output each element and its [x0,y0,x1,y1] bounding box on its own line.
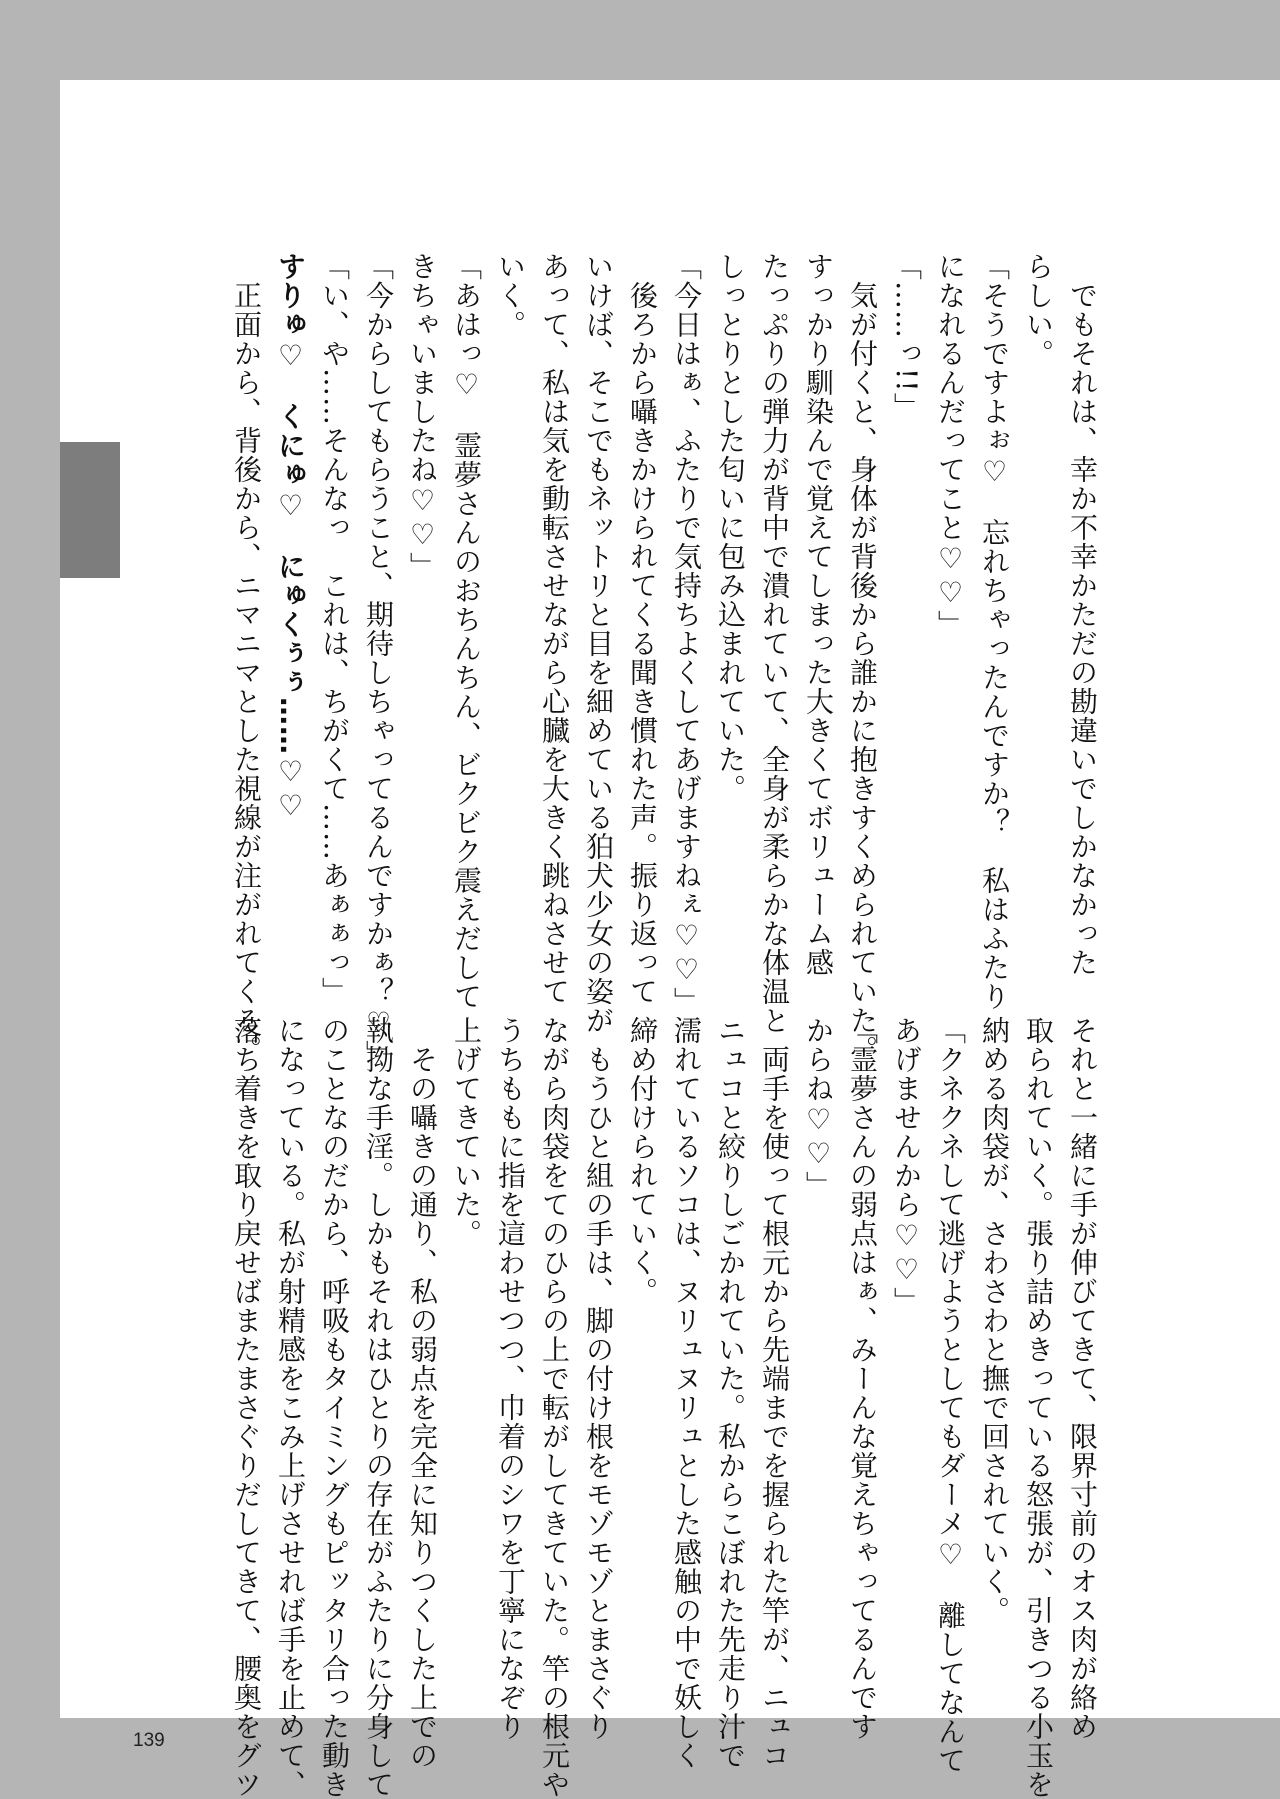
text-line: 取られていく。張り詰めきっている怒張が、引きつる小玉を [1022,1016,1055,1799]
text-line: 締め付けられていく。 [626,1016,659,1306]
chapter-index-tab [60,442,120,578]
text-line: あげませんから♡♡」 [890,1016,923,1316]
text-block-top [144,252,1104,1069]
text-line: のことなのだから、呼吸もタイミングもピッタリ合った動き [318,1016,351,1799]
sound-effect-line: すりゅ♡ くにゅ♡ にゅくぅぅ……♡♡ [274,252,307,823]
text-line: たっぷりの弾力が背中で潰れていて、全身が柔らかな体温と [758,252,791,1035]
text-line: 「そうですよぉ♡ 忘れちゃったんですか？ 私はふたり [978,252,1011,1011]
text-line: もうひと組の手は、脚の付け根をモゾモゾとまさぐり [582,1016,615,1741]
text-line: その囁きの通り、私の弱点を完全に知りつくした上での [406,1016,439,1770]
text-line: 「……っ!!」 [890,252,923,422]
text-line: になっている。私が射精感をこみ上げさせれば手を止めて、 [274,1016,307,1799]
text-line: 後ろから囁きかけられてくる聞き慣れた声。振り返って [626,252,659,1006]
text-line: 気が付くと、身体が背後から誰かに抱きすくめられていた。 [846,252,879,1064]
text-line: ニュコと絞りしごかれていた。私からこぼれた先走り汁で [714,1016,747,1770]
text-line: いく。 [494,252,527,339]
text-line: うちももに指を這わせつつ、巾着のシワを丁寧になぞり [494,1016,527,1741]
text-line: 納める肉袋が、さわさわと撫で回されていく。 [978,1016,1011,1625]
text-line: ながら肉袋をてのひらの上で転がしてきていた。竿の根元や [538,1016,571,1799]
text-line: 執拗な手淫。しかもそれはひとりの存在がふたりに分身して [362,1016,395,1799]
text-line: 落ち着きを取り戻せばまたまさぐりだしてきて、腰奥をグツ [230,1016,263,1799]
text-line: すっかり馴染んで覚えてしまった大きくてボリューム感 [802,252,835,977]
page-number: 139 [133,1730,165,1751]
text-line: になれるんだってこと♡♡」 [934,252,967,639]
text-line: あって、私は気を動転させながら心臓を大きく跳ねさせて [538,252,571,1006]
text-line: 「霊夢さんの弱点はぁ、みーんな覚えちゃってるんです [846,1016,879,1741]
text-line: でもそれは、幸か不幸かただの勘違いでしかなかった [1066,252,1099,977]
text-line: らしい。 [1022,252,1055,368]
text-line: 濡れているソコは、ヌリュヌリュとした感触の中で妖しく [670,1016,703,1770]
text-line: 「い、や……そんなっ これは、ちがくて……あぁぁっ」 [318,252,351,1006]
text-line: 「あはっ♡ 霊夢さんのおちんちん、ビクビク震えだして [450,252,483,1011]
text-line: 「今からしてもらうこと、期待しちゃってるんですかぁ？♡」 [362,252,395,1069]
text-line: からね♡♡」 [802,1016,835,1200]
text-line: 「クネクネして逃げようとしてもダーメ♡ 離してなんて [934,1016,967,1775]
text-line: 両手を使って根元から先端までを握られた竿が、ニュコ [758,1016,791,1770]
text-line: 正面から、背後から、ニマニマとした視線が注がれてくる。 [230,252,263,1064]
text-line: 上げてきていた。 [450,1016,483,1248]
text-line: いけば、そこでもネットリと目を細めている狛犬少女の姿が [582,252,615,1035]
text-line: しっとりとした匂いに包み込まれていた。 [714,252,747,803]
text-line: 「今日はぁ、ふたりで気持ちよくしてあげますねぇ♡♡」 [670,252,703,1016]
text-line: きちゃいましたね♡♡」 [406,252,439,581]
text-line: それと一緒に手が伸びてきて、限界寸前のオス肉が絡め [1066,1016,1099,1741]
